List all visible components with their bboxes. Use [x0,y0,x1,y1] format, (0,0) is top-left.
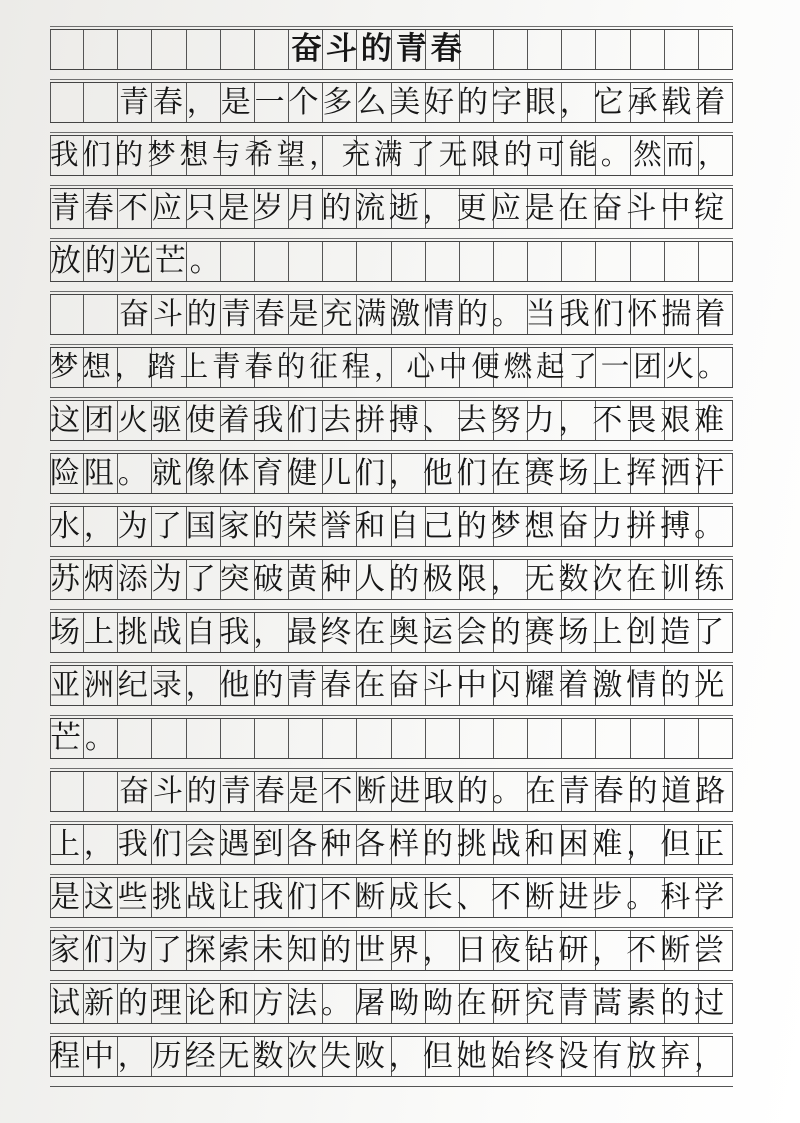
essay-line-row [50,503,733,556]
row-rule [50,238,733,239]
row-rule [50,768,733,769]
grid-paper-sheet [50,26,733,1088]
essay-line: 苏炳添为了突破黄种人的极限，无数次在训练 [50,561,728,597]
essay-line: 奋斗的青春是充满激情的。当我们怀揣着 [119,296,730,332]
row-rule [50,556,733,557]
essay-line-row [50,397,733,450]
essay-line: 青春不应只是岁月的流逝，更应是在奋斗中绽 [50,190,728,226]
row-rule [50,715,733,716]
essay-line-row [50,238,733,291]
row-rule [50,980,733,981]
essay-line: 放的光芒。 [50,243,225,279]
row-rule [50,874,733,875]
essay-line-row [50,874,733,927]
row-rule [50,821,733,822]
essay-line: 上，我们会遇到各种各样的挑战和困难，但正 [50,826,728,862]
row-rule [50,185,733,186]
essay-line-row [50,821,733,874]
row-rule [50,344,733,345]
essay-line-row [50,291,733,344]
essay-line: 亚洲纪录，他的青春在奋斗中闪耀着激情的光 [50,667,728,703]
essay-line-row [50,1033,733,1086]
row-rule [50,662,733,663]
row-rule [50,1033,733,1034]
essay-line-row [50,132,733,185]
essay-line: 家们为了探索未知的世界，日夜钻研，不断尝 [50,932,728,968]
essay-line-row [50,662,733,715]
essay-line: 程中，历经无数次失败，但她始终没有放弃， [50,1038,728,1074]
essay-line-row [50,715,733,768]
essay-line: 试新的理论和方法。屠呦呦在研究青蒿素的过 [50,985,728,1021]
essay-line-row [50,185,733,238]
essay-line-row [50,609,733,662]
row-rule [50,26,733,27]
row-rule [50,1086,733,1087]
row-rule [50,132,733,133]
essay-line: 我们的梦想与希望，充满了无限的可能。然而， [50,138,731,172]
essay-line-row [50,79,733,132]
essay-line: 奋斗的青春是不断进取的。在青春的道路 [119,773,730,809]
row-rule [50,609,733,610]
row-rule [50,927,733,928]
row-rule [50,79,733,80]
row-rule [50,450,733,451]
title-row [50,26,733,79]
essay-title: 奋斗的青春 [291,31,466,67]
essay-line: 水，为了国家的荣誉和自己的梦想奋力拼搏。 [50,508,728,544]
essay-line-row [50,980,733,1033]
row-rule [50,397,733,398]
row-rule [50,291,733,292]
essay-line: 这团火驱使着我们去拼搏、去努力，不畏艰难 [50,402,728,438]
essay-line: 梦想，踏上青春的征程，心中便燃起了一团火。 [50,350,731,384]
essay-line: 是这些挑战让我们不断成长、不断进步。科学 [50,879,728,915]
essay-line-row [50,927,733,980]
essay-line-row [50,344,733,397]
closing-rule-row [50,1086,733,1088]
essay-line-row [50,768,733,821]
essay-line: 青春，是一个多么美好的字眼，它承载着 [119,84,730,120]
essay-line-row [50,556,733,609]
essay-line: 险阻。就像体育健儿们，他们在赛场上挥洒汗 [50,455,728,491]
essay-line-row [50,450,733,503]
essay-line: 芒。 [50,720,120,756]
row-rule [50,503,733,504]
essay-line: 场上挑战自我，最终在奥运会的赛场上创造了 [50,614,728,650]
